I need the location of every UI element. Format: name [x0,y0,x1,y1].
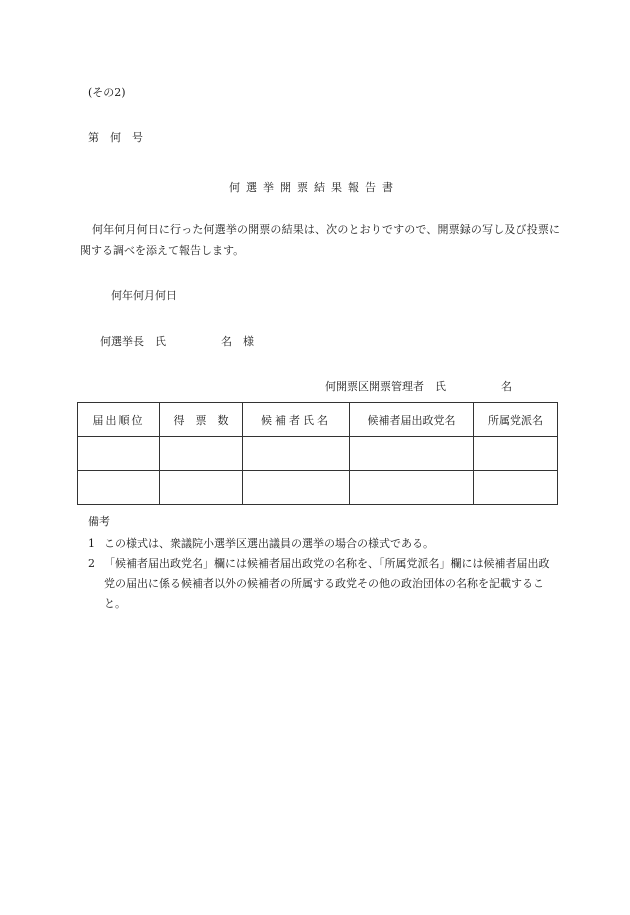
body-paragraph: 何年何月何日に行った何選挙の開票の結果は、次のとおりですので、開票録の写し及び投票に関する調べを添えて報告します。 [80,223,560,257]
header-affiliation: 所属党派名 [474,403,558,437]
table-cell [78,437,160,471]
form-variant-label: (その2) [88,86,126,99]
notes-heading: 備考 [88,515,110,528]
table-row [78,437,558,471]
note-item [80,554,560,614]
table-cell [160,437,243,471]
table-row [78,471,558,505]
result-table [77,402,558,505]
table-cell [474,471,558,505]
table-cell [243,471,350,505]
notes-section [80,512,560,614]
note-number: 2 [88,557,95,570]
table-header-row [78,403,558,437]
addressee [100,333,254,349]
addressee-honorific: 様 [243,335,254,348]
addressee-name: 何選挙長 氏 名 [100,335,232,348]
header-votes: 得 票 数 [160,403,243,437]
table-cell [350,471,474,505]
note-text: この様式は、衆議院小選挙区選出議員の選挙の場合の様式である。 [104,537,434,550]
table-cell [350,437,474,471]
table-cell [474,437,558,471]
table-cell [78,471,160,505]
table-cell [160,471,243,505]
document-title: 何選挙開票結果報告書 [229,181,399,194]
document-number: 第 何 号 [88,131,143,144]
note-text: 「候補者届出政党名」欄には候補者届出政党の名称を、「所属党派名」欄には候補者届出政党の届出に係る候補者以外の候補者の所属する政党その他の政治団体の名称を記載すること。 [104,557,550,610]
report-date: 何年何月何日 [111,289,177,302]
table-cell [243,437,350,471]
note-item [80,534,560,554]
note-number: 1 [88,537,95,550]
header-candidate-name: 候補者氏名 [243,403,350,437]
header-nominating-party: 候補者届出政党名 [350,403,474,437]
header-order: 届出順位 [78,403,160,437]
sender-name: 何開票区開票管理者 氏 名 [325,380,512,393]
